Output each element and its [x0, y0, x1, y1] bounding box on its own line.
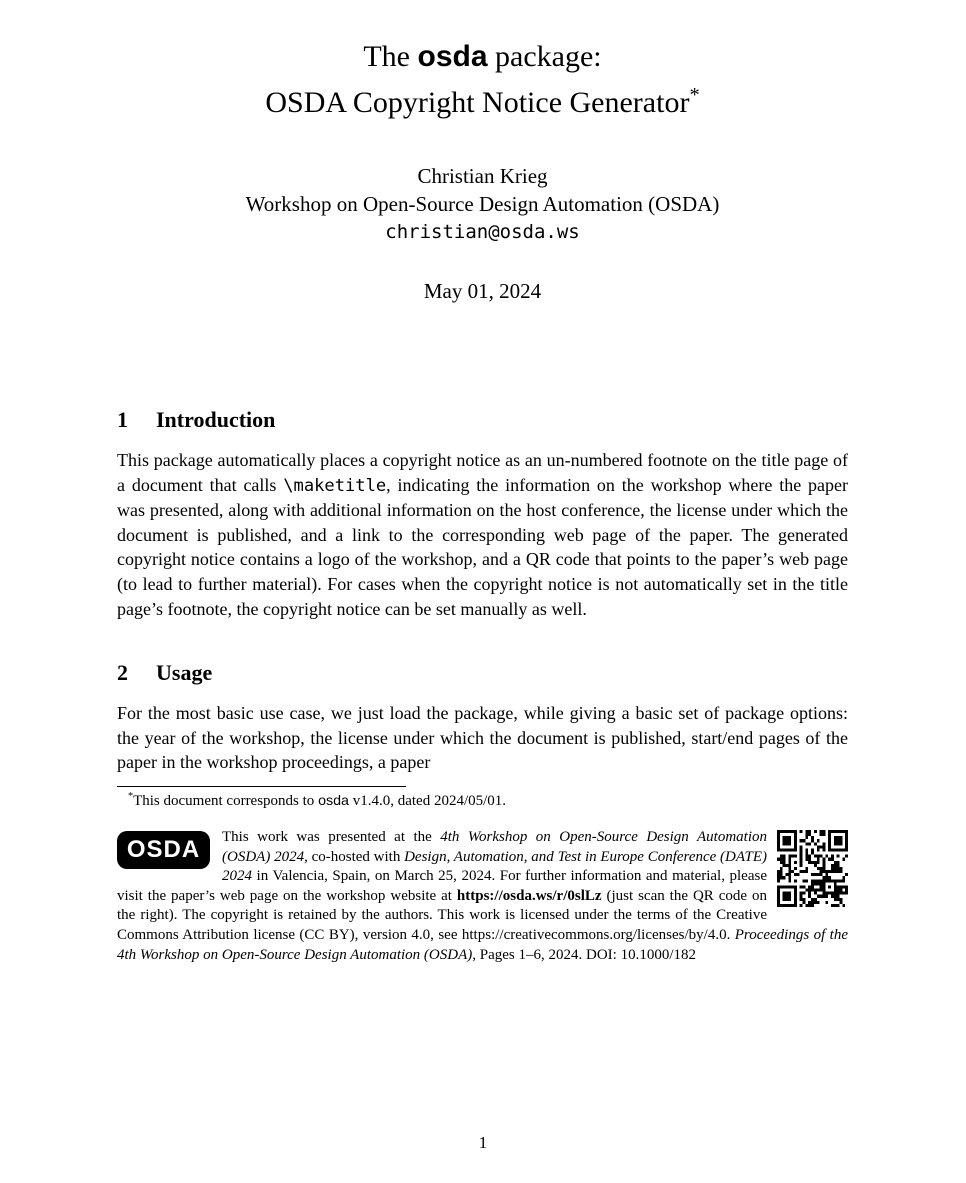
section-2-paragraph: For the most basic use case, we just load the package, while giving a basic set of package options: the year of the workshop, the license under which the document is published, start/end pages of the paper in the workshop proceedings, a paper [117, 703, 848, 773]
footnote-text: *This document corresponds to osda v1.4.0, dated 2024/05/01. [128, 790, 507, 809]
author-affiliation: Workshop on Open-Source Design Automation (OSDA) [245, 192, 720, 216]
title-block [117, 0, 848, 126]
section-usage [117, 660, 848, 775]
section-2-number: 2 [117, 660, 128, 686]
section-introduction [117, 407, 848, 621]
footnote-rule [117, 786, 406, 787]
link[interactable]: https://osda.ws/r/0slLz [456, 887, 602, 904]
paper-title-line1: The osda package: [363, 40, 602, 73]
copyright-notice [117, 828, 848, 965]
section-1-title: Introduction [156, 407, 276, 432]
section-1-heading [117, 407, 848, 433]
osda-logo [117, 831, 210, 869]
qr-code [777, 830, 848, 907]
section-2-heading [117, 660, 848, 686]
author-email: christian@osda.ws [385, 221, 580, 243]
notice-text: This work was presented at the 4th Workshop on Open-Source Design Automation (OSDA) 2024, co-hosted with Design, Automation, and Test in Europe Conference (DATE) 2024 in Valencia, Spain, on March 25, 2024. For further information and material, please visit the paper’s web page on the workshop website at https://osda.ws/r/0slLz (just scan the QR code on the right). The copyright is retained by the authors. This work is licensed under the terms of the Creative Commons Attribution license (CC BY), version 4.0, see https://creativecommons.org/licenses/by/4.0. Proceedings of the 4th Workshop on Open-Source Design Automation (OSDA), Pages 1–6, 2024. DOI: 10.1000/182 [117, 828, 848, 963]
author-block [117, 162, 848, 246]
section-1-number: 1 [117, 407, 128, 432]
text-column [117, 0, 848, 965]
osda-logo-text: OSDA [126, 836, 201, 864]
page-number: 1 [478, 1133, 488, 1152]
link[interactable]: https://creativecommons.org/licenses/by/4.0 [461, 926, 727, 943]
date: May 01, 2024 [423, 279, 542, 303]
paper-title-line2: OSDA Copyright Notice Generator* [265, 84, 700, 119]
section-1-paragraph: This package automatically places a copyright notice as an un-numbered footnote on the title page of a document that calls \maketitle, indicating the information on the workshop where the paper was presented, along with additional information on the host conference, the license under which the document is published, and a link to the corresponding web page of the paper. The generated copyright notice contains a logo of the workshop, and a QR code that points to the paper’s web page (to lead to further material). For cases when the copyright notice is not automatically set in the title page’s footnote, the copyright notice can be set manually as well. [117, 450, 848, 619]
section-2-title: Usage [156, 660, 213, 686]
author-name: Christian Krieg [417, 164, 548, 188]
